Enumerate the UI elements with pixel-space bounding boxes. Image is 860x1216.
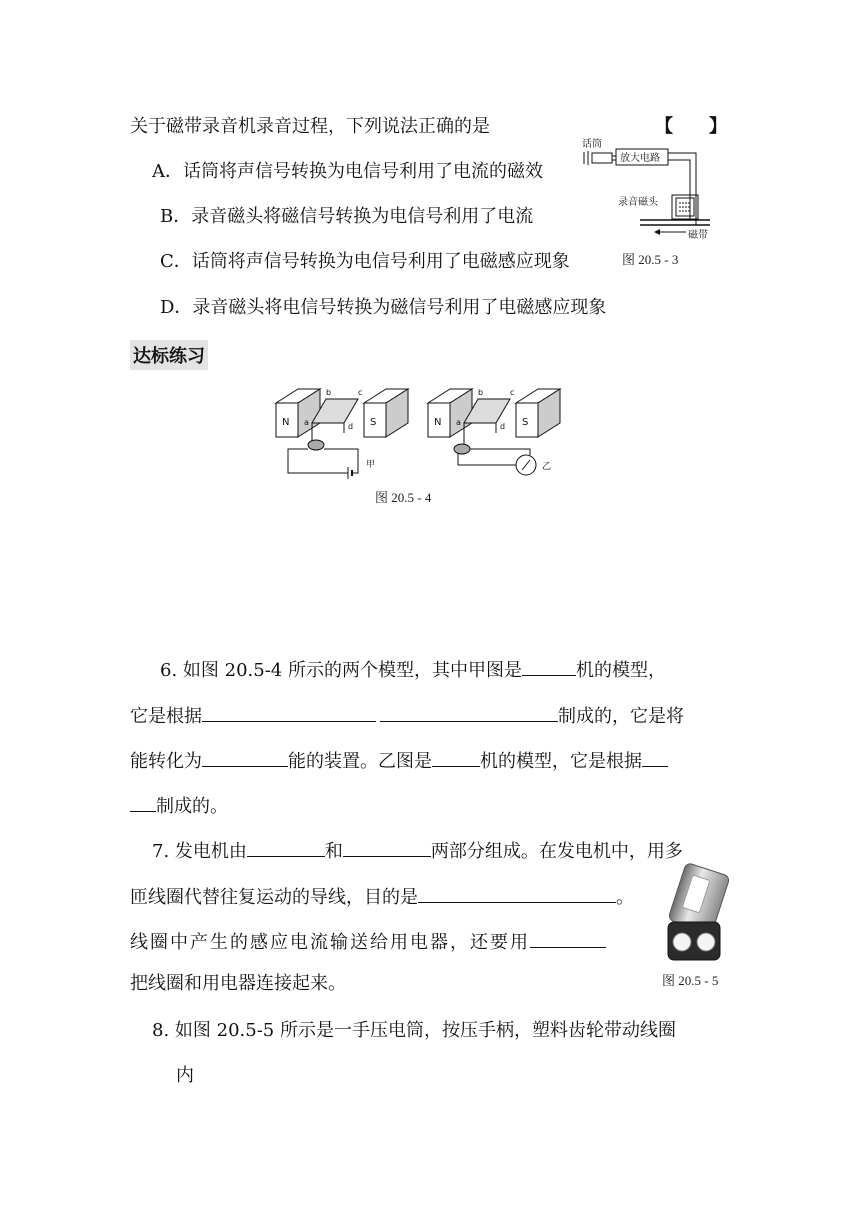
microphone-shape xyxy=(592,153,612,163)
label-jia: 甲 xyxy=(366,460,376,470)
q6-line-1: 6. 如图 20.5-4 所示的两个模型，其中甲图是 机的模型， xyxy=(160,657,666,683)
svg-text:N: N xyxy=(434,417,442,428)
figure-caption-20-5-3: 图 20.5 - 3 xyxy=(622,252,679,267)
model-jia xyxy=(276,388,408,479)
q6-line-3: 能转化为 能的装置。乙图是 机的模型，它是根据 xyxy=(130,748,668,774)
answer-blank[interactable] xyxy=(530,929,606,948)
figure-caption-20-5-5: 图 20.5 - 5 xyxy=(662,973,719,988)
q5-option-a: A．话筒将声信号转换为电信号利用了电流的磁效 xyxy=(152,161,543,182)
svg-text:a: a xyxy=(304,418,309,427)
q5-option-d: D．录音磁头将电信号转换为磁信号利用了电磁感应现象 xyxy=(160,297,607,318)
section-heading: 达标练习 xyxy=(130,340,208,370)
answer-blank[interactable] xyxy=(418,884,616,903)
q7-line-4: 把线圈和用电器连接起来。 xyxy=(130,973,346,994)
label-tape: 磁带 xyxy=(688,230,708,241)
label-amp: 放大电路 xyxy=(620,153,660,164)
svg-text:S: S xyxy=(370,417,377,428)
answer-bracket: 【 】 xyxy=(655,116,727,137)
answer-blank[interactable] xyxy=(432,748,480,767)
label-mic: 话筒 xyxy=(582,139,602,150)
answer-blank[interactable] xyxy=(343,838,431,857)
svg-text:b: b xyxy=(326,388,332,397)
figure-motor-generator-models xyxy=(268,383,578,483)
svg-text:a: a xyxy=(456,418,461,427)
q7-line-1: 7. 发电机由 和 两部分组成。在发电机中，用多 xyxy=(152,838,683,864)
figure-tape-recorder xyxy=(580,135,720,245)
label-head: 录音磁头 xyxy=(618,197,658,208)
answer-blank[interactable] xyxy=(247,838,325,857)
q5-option-c: C．话筒将声信号转换为电信号利用了电磁感应现象 xyxy=(160,251,570,272)
answer-blank[interactable] xyxy=(380,703,558,722)
svg-text:S: S xyxy=(522,417,529,428)
svg-text:c: c xyxy=(510,388,515,397)
answer-blank[interactable] xyxy=(642,748,668,767)
answer-blank[interactable] xyxy=(202,703,376,722)
svg-text:c: c xyxy=(358,388,363,397)
q8-line-2: 内 xyxy=(176,1065,194,1086)
figure-hand-flashlight xyxy=(660,862,732,966)
q5-option-b: B．录音磁头将磁信号转换为电信号利用了电流 xyxy=(160,206,534,227)
answer-blank[interactable] xyxy=(202,748,288,767)
q6-line-4: 制成的。 xyxy=(130,793,228,819)
svg-text:d: d xyxy=(500,422,506,431)
q6-line-2: 它是根据 制成的，它是将 xyxy=(130,703,684,729)
svg-text:b: b xyxy=(478,388,484,397)
svg-text:N: N xyxy=(282,417,290,428)
model-yi xyxy=(428,388,560,475)
answer-blank[interactable] xyxy=(130,793,156,812)
label-yi: 乙 xyxy=(542,462,552,472)
q7-line-2: 匝线圈代替往复运动的导线，目的是 。 xyxy=(130,884,634,910)
svg-text:d: d xyxy=(348,422,354,431)
q5-stem xyxy=(130,115,490,139)
figure-caption-20-5-4: 图 20.5 - 4 xyxy=(375,490,432,505)
q8-line-1: 8. 如图 20.5-5 所示是一手压电筒，按压手柄，塑料齿轮带动线圈 xyxy=(152,1020,676,1041)
q5-stem-text: 关于磁带录音机录音过程，下列说法正确的是 xyxy=(130,116,490,137)
answer-blank[interactable] xyxy=(522,657,576,676)
q7-line-3: 线圈中产生的感应电流输送给用电器，还要用 xyxy=(130,929,606,955)
